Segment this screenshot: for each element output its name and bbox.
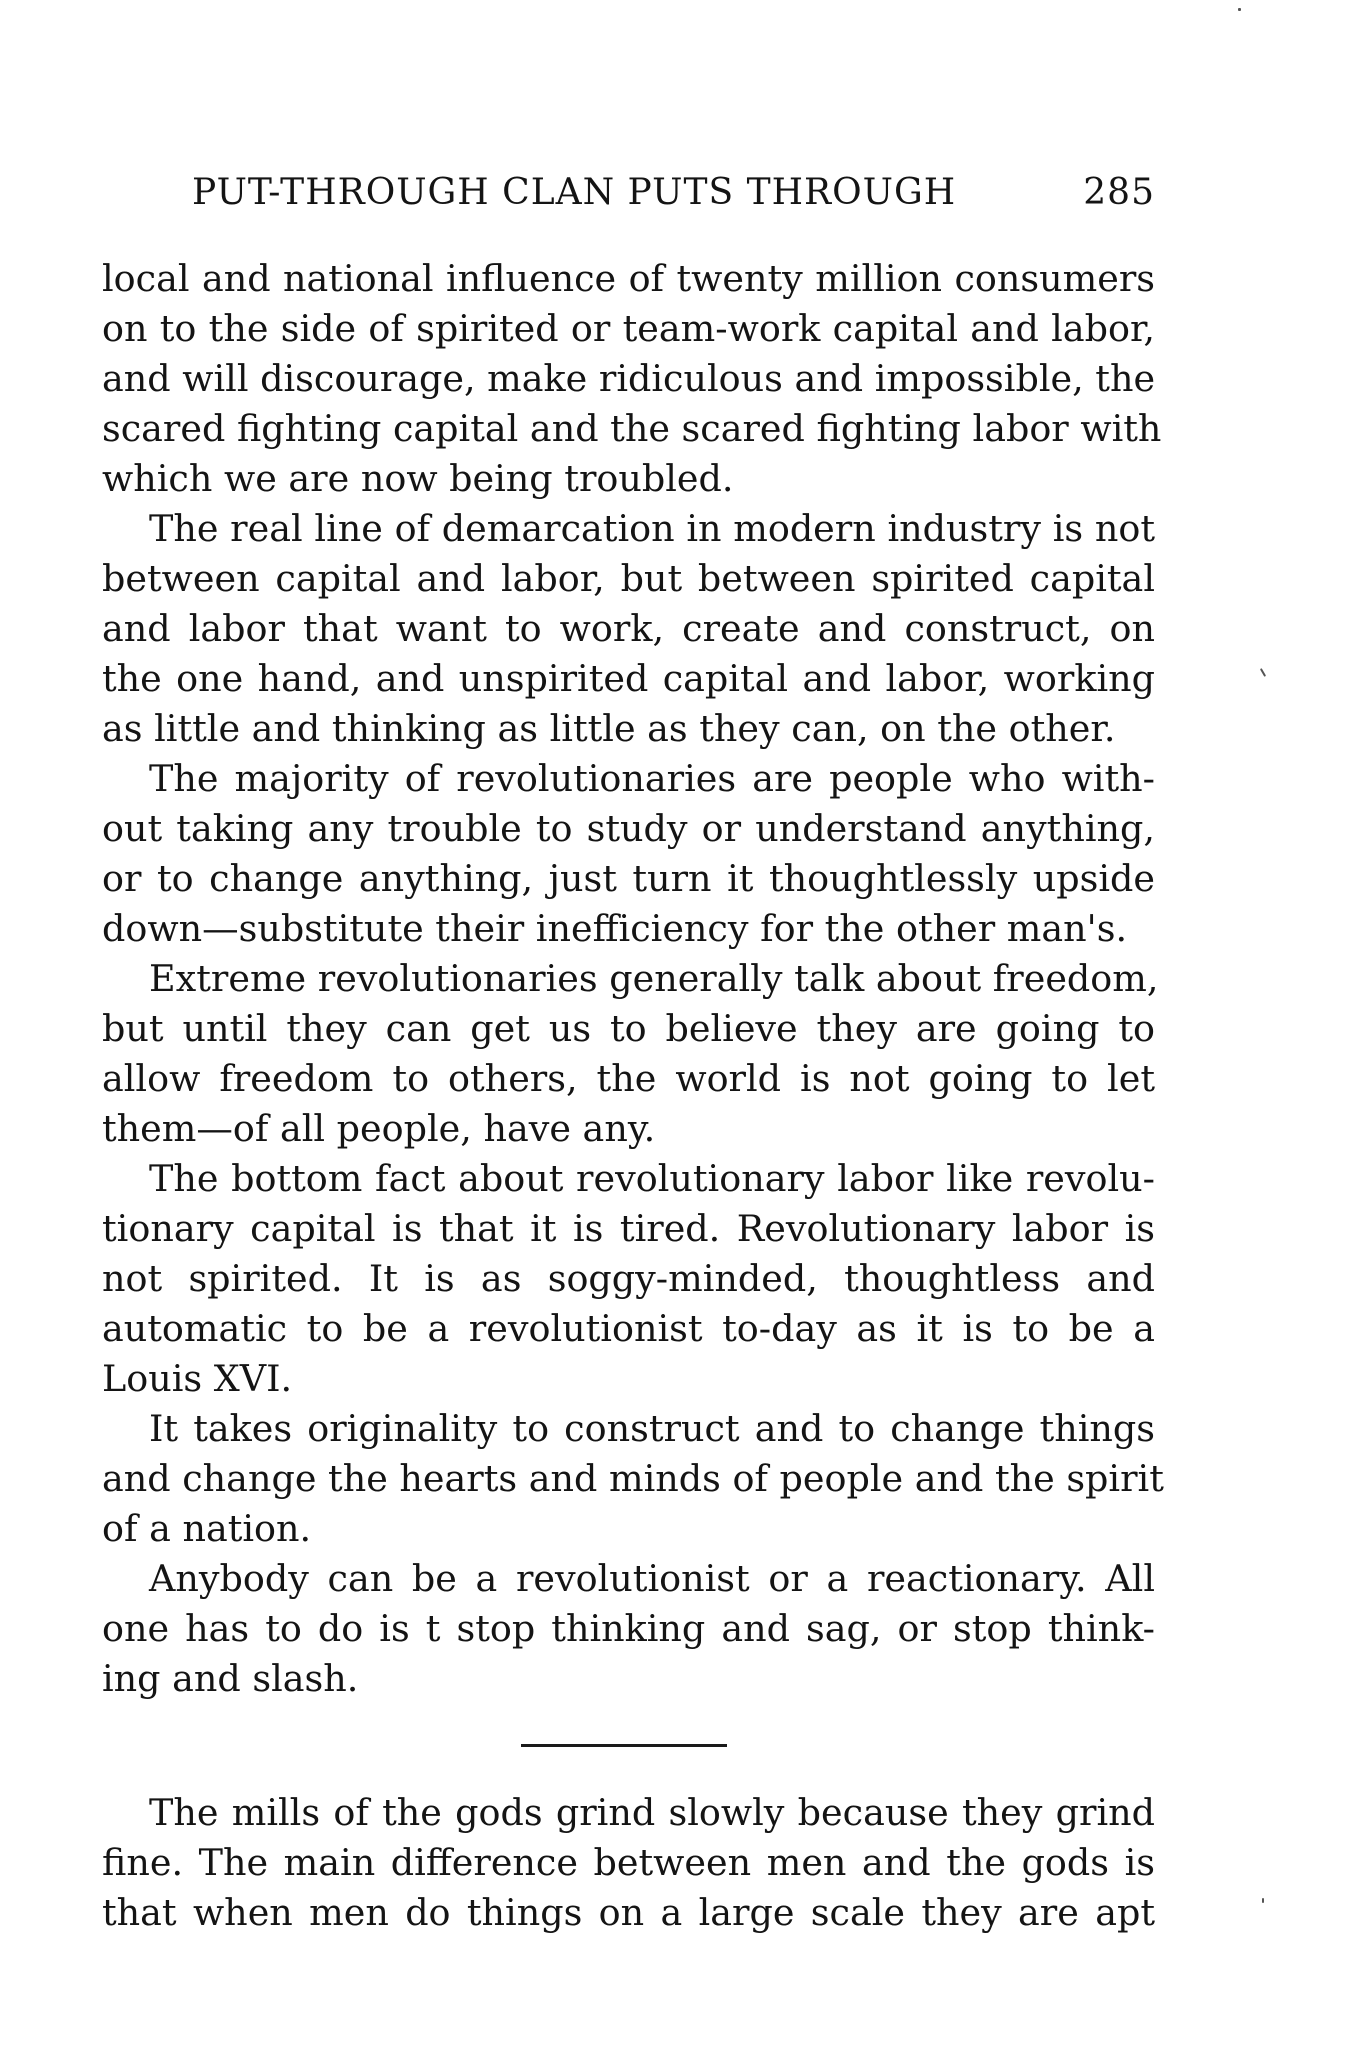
section-break — [102, 1704, 1155, 1788]
paragraph-first-line: The mills of the gods grind slowly because they grind — [149, 1791, 1155, 1834]
text-line: on to the side of spirited or team-work capital and labor, — [102, 307, 1155, 350]
text-line: and change the hearts and minds of people and the spirit — [102, 1457, 1164, 1500]
body-text — [102, 254, 1164, 1938]
text-line: scared fighting capital and the scared fighting labor with — [102, 407, 1162, 450]
chapter-title: PUT-THROUGH CLAN PUTS THROUGH — [192, 172, 957, 213]
print-speck — [1262, 1898, 1264, 1903]
text-line: and labor that want to work, create and construct, on — [102, 607, 1155, 650]
text-line: but until they can get us to believe they are going to — [102, 1007, 1155, 1050]
paragraph-first-line: The majority of revolutionaries are people who with- — [149, 757, 1155, 800]
text-line: down—substitute their inefficiency for the other man's. — [102, 907, 1128, 950]
text-line: not spirited. It is as soggy-minded, thoughtless and — [102, 1257, 1155, 1300]
text-line: allow freedom to others, the world is not going to let — [102, 1057, 1155, 1100]
paragraph-first-line: The real line of demarcation in modern industry is not — [149, 507, 1155, 550]
text-line: and will discourage, make ridiculous and impossible, the — [102, 357, 1156, 400]
text-line: automatic to be a revolutionist to-day as it is to be a — [102, 1307, 1155, 1350]
running-head — [192, 168, 1155, 218]
print-speck — [1238, 8, 1241, 11]
text-line: tionary capital is that it is tired. Revolutionary labor is — [102, 1207, 1155, 1250]
paragraph-first-line: It takes originality to construct and to change things — [149, 1407, 1155, 1450]
text-line: which we are now being troubled. — [102, 457, 734, 500]
text-line: as little and thinking as little as they can, on the other. — [102, 707, 1116, 750]
text-line: out taking any trouble to study or understand anything, — [102, 807, 1155, 850]
text-line: Louis XVI. — [102, 1357, 293, 1400]
text-line: one has to do is t stop thinking and sag, or stop think- — [102, 1607, 1155, 1650]
text-line: fine. The main difference between men and the gods is — [102, 1841, 1155, 1884]
text-line: them—of all people, have any. — [102, 1107, 656, 1150]
text-line: of a nation. — [102, 1507, 312, 1550]
text-line: ing and slash. — [102, 1657, 359, 1700]
section-rule — [521, 1744, 727, 1747]
text-line: or to change anything, just turn it thoughtlessly upside — [102, 857, 1155, 900]
text-line: local and national influence of twenty million consumers — [102, 257, 1155, 300]
print-speck — [1260, 668, 1266, 677]
text-line: the one hand, and unspirited capital and labor, working — [102, 657, 1155, 700]
paragraph-first-line: Extreme revolutionaries generally talk about freedom, — [149, 957, 1159, 1000]
paragraph-first-line: The bottom fact about revolutionary labor like revolu- — [149, 1157, 1155, 1200]
text-line: between capital and labor, but between spirited capital — [102, 557, 1155, 600]
paragraph-first-line: Anybody can be a revolutionist or a reactionary. All — [149, 1557, 1155, 1600]
text-line: that when men do things on a large scale they are apt — [102, 1891, 1155, 1934]
page-number: 285 — [1083, 172, 1155, 213]
